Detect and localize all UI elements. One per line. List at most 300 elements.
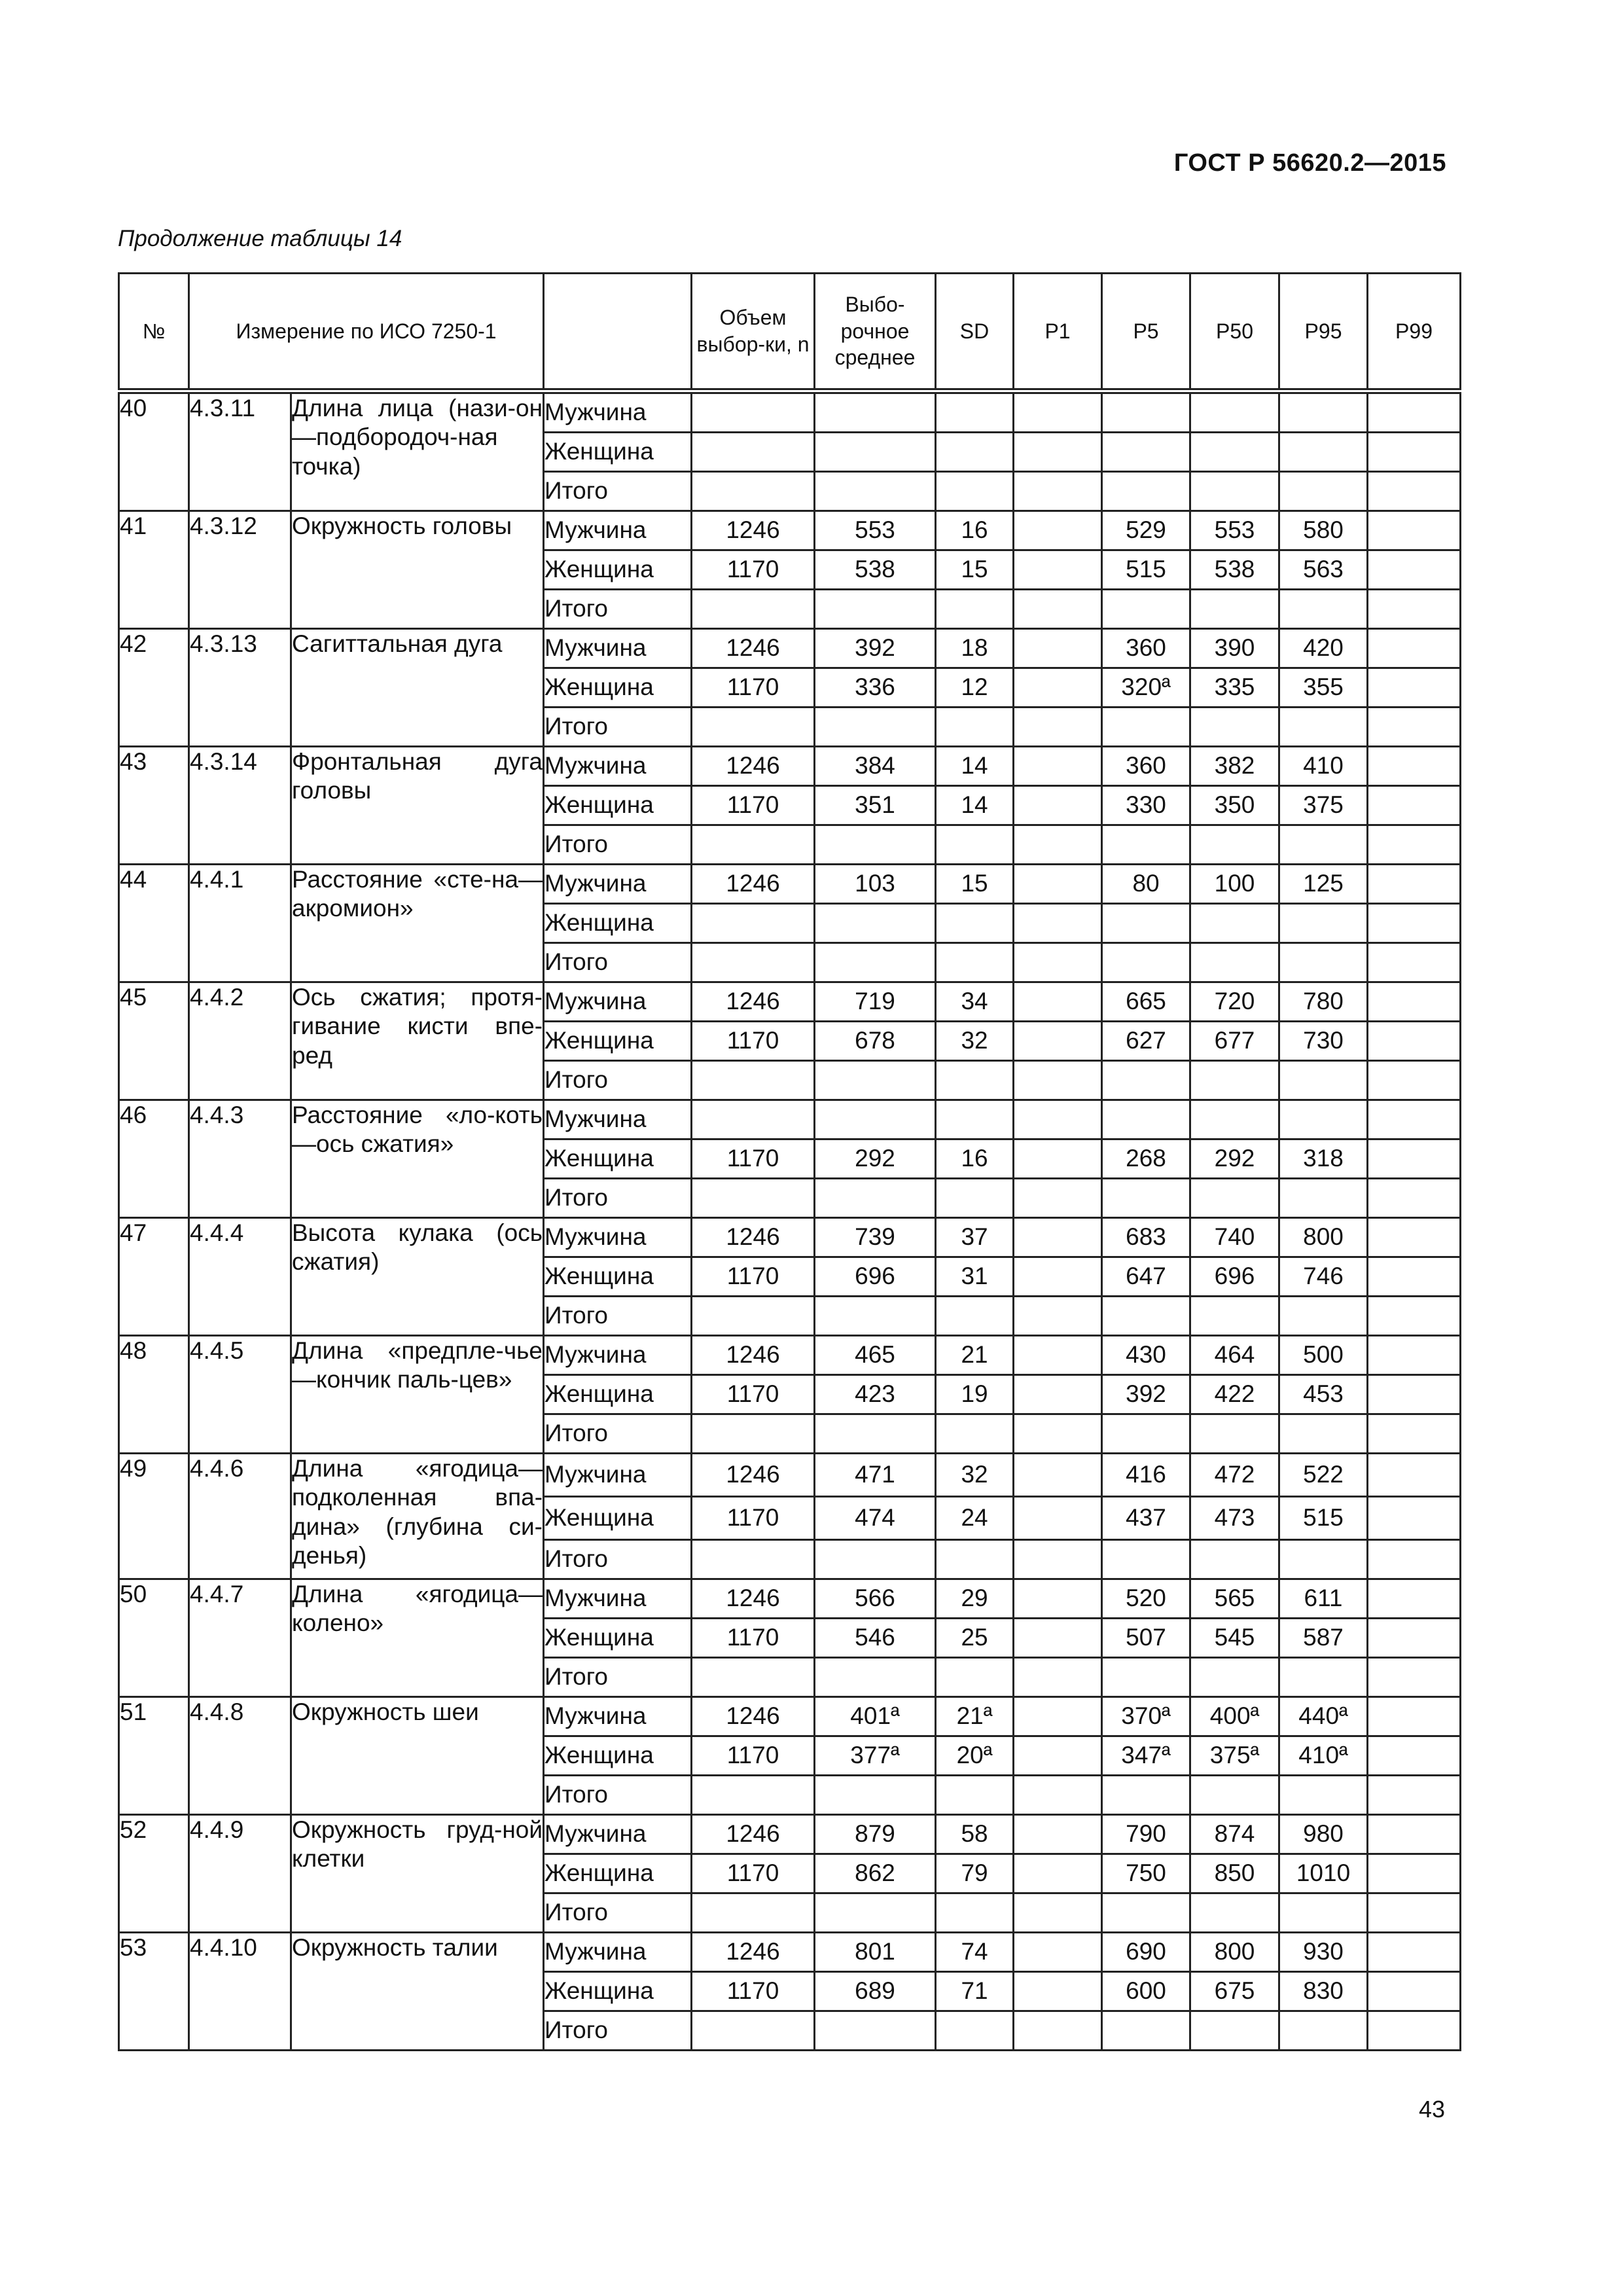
data-table (118, 272, 1461, 2051)
sample-size-cell: 1170 (692, 786, 815, 825)
sex-cell: Женщина (544, 1375, 692, 1414)
sample-mean-cell: 719 (815, 982, 936, 1022)
p50-cell: 382 (1190, 747, 1279, 786)
p50-cell (1190, 1297, 1279, 1336)
sd-cell: 16 (936, 1139, 1014, 1179)
row-number-cell: 40 (119, 391, 189, 511)
p5-cell: 665 (1102, 982, 1190, 1022)
sample-mean-cell (815, 2011, 936, 2051)
p99-cell (1368, 825, 1461, 865)
sample-size-cell: 1246 (692, 982, 815, 1022)
sample-size-cell: 1246 (692, 629, 815, 668)
sample-mean-cell (815, 943, 936, 982)
sample-mean-cell: 862 (815, 1854, 936, 1893)
sd-cell: 34 (936, 982, 1014, 1022)
p95-cell (1279, 1540, 1368, 1579)
sd-cell: 32 (936, 1454, 1014, 1497)
sex-cell: Итого (544, 943, 692, 982)
sample-size-cell (692, 1414, 815, 1454)
sample-size-cell: 1170 (692, 1257, 815, 1297)
p50-cell: 292 (1190, 1139, 1279, 1179)
p99-cell (1368, 1218, 1461, 1257)
sex-cell: Женщина (544, 550, 692, 590)
sex-cell: Мужчина (544, 629, 692, 668)
p99-cell (1368, 904, 1461, 943)
measurement-name-cell: Расстояние «ло-коть—ось сжатия» (291, 1100, 544, 1218)
p95-cell (1279, 2011, 1368, 2051)
sample-mean-cell: 401ª (815, 1697, 936, 1736)
p1-cell (1014, 786, 1102, 825)
p1-cell (1014, 1579, 1102, 1619)
p1-cell (1014, 708, 1102, 747)
sample-size-cell (692, 825, 815, 865)
sd-cell: 58 (936, 1815, 1014, 1854)
sex-cell: Мужчина (544, 1454, 692, 1497)
p95-cell: 580 (1279, 511, 1368, 550)
p5-cell (1102, 1414, 1190, 1454)
p95-cell (1279, 590, 1368, 629)
p1-cell (1014, 865, 1102, 904)
p50-cell (1190, 1540, 1279, 1579)
measurement-name-cell: Окружность шеи (291, 1697, 544, 1815)
p5-cell: 683 (1102, 1218, 1190, 1257)
sample-mean-cell: 465 (815, 1336, 936, 1375)
p1-cell (1014, 1218, 1102, 1257)
measurement-name-cell: Расстояние «сте-на—акромион» (291, 865, 544, 982)
sample-size-cell (692, 1179, 815, 1218)
p95-cell (1279, 1179, 1368, 1218)
p95-cell: 780 (1279, 982, 1368, 1022)
sample-size-cell (692, 904, 815, 943)
p5-cell: 330 (1102, 786, 1190, 825)
p95-cell: 930 (1279, 1933, 1368, 1972)
measurement-name-cell: Ось сжатия; протя-гивание кисти впе-ред (291, 982, 544, 1100)
p95-cell (1279, 825, 1368, 865)
p5-cell: 750 (1102, 1854, 1190, 1893)
sex-cell: Мужчина (544, 747, 692, 786)
p1-cell (1014, 1658, 1102, 1697)
p99-cell (1368, 786, 1461, 825)
p95-cell: 730 (1279, 1022, 1368, 1061)
p95-cell: 587 (1279, 1619, 1368, 1658)
header-number: № (119, 274, 189, 391)
p99-cell (1368, 1139, 1461, 1179)
sex-cell: Мужчина (544, 1697, 692, 1736)
p50-cell: 696 (1190, 1257, 1279, 1297)
p5-cell: 520 (1102, 1579, 1190, 1619)
sd-cell: 15 (936, 865, 1014, 904)
table-row (119, 1579, 1461, 1619)
p95-cell: 830 (1279, 1972, 1368, 2011)
p5-cell (1102, 1179, 1190, 1218)
table-row (119, 865, 1461, 904)
sd-cell: 19 (936, 1375, 1014, 1414)
sample-mean-cell (815, 1893, 936, 1933)
p99-cell (1368, 1619, 1461, 1658)
p99-cell (1368, 1736, 1461, 1776)
measurement-name-cell: Высота кулака (ось сжатия) (291, 1218, 544, 1336)
p5-cell: 600 (1102, 1972, 1190, 2011)
p5-cell: 627 (1102, 1022, 1190, 1061)
measurement-name-cell: Длина лица (нази-он—подбородоч-ная точка) (291, 391, 544, 511)
p99-cell (1368, 668, 1461, 708)
sample-mean-cell (815, 1297, 936, 1336)
sd-cell (936, 1100, 1014, 1139)
p99-cell (1368, 1497, 1461, 1540)
sd-cell: 14 (936, 747, 1014, 786)
iso-code-cell: 4.4.5 (189, 1336, 291, 1454)
p50-cell: 800 (1190, 1933, 1279, 1972)
sd-cell (936, 472, 1014, 511)
sex-cell: Мужчина (544, 982, 692, 1022)
header-p95: P95 (1279, 274, 1368, 391)
p50-cell: 473 (1190, 1497, 1279, 1540)
sex-cell: Мужчина (544, 1336, 692, 1375)
sample-size-cell (692, 1100, 815, 1139)
p5-cell (1102, 1061, 1190, 1100)
row-number-cell: 44 (119, 865, 189, 982)
sd-cell (936, 1776, 1014, 1815)
table-row (119, 1336, 1461, 1375)
p99-cell (1368, 1972, 1461, 2011)
p50-cell (1190, 1414, 1279, 1454)
p95-cell: 410ª (1279, 1736, 1368, 1776)
p5-cell: 790 (1102, 1815, 1190, 1854)
sample-mean-cell: 423 (815, 1375, 936, 1414)
sex-cell: Женщина (544, 1257, 692, 1297)
iso-code-cell: 4.4.9 (189, 1815, 291, 1933)
row-number-cell: 42 (119, 629, 189, 747)
p99-cell (1368, 511, 1461, 550)
sample-size-cell: 1170 (692, 550, 815, 590)
sd-cell: 18 (936, 629, 1014, 668)
p1-cell (1014, 1336, 1102, 1375)
sex-cell: Женщина (544, 1139, 692, 1179)
sample-mean-cell: 678 (815, 1022, 936, 1061)
header-p5: P5 (1102, 274, 1190, 391)
row-number-cell: 45 (119, 982, 189, 1100)
sample-size-cell (692, 1776, 815, 1815)
sample-size-cell: 1170 (692, 1972, 815, 2011)
p95-cell: 800 (1279, 1218, 1368, 1257)
sample-size-cell (692, 1658, 815, 1697)
p1-cell (1014, 943, 1102, 982)
p50-cell (1190, 1061, 1279, 1100)
p50-cell: 545 (1190, 1619, 1279, 1658)
sex-cell: Женщина (544, 1619, 692, 1658)
p95-cell (1279, 1297, 1368, 1336)
sample-mean-cell: 879 (815, 1815, 936, 1854)
p1-cell (1014, 1061, 1102, 1100)
sd-cell (936, 904, 1014, 943)
sd-cell: 16 (936, 511, 1014, 550)
sample-size-cell (692, 943, 815, 982)
sample-mean-cell (815, 825, 936, 865)
sample-mean-cell (815, 708, 936, 747)
sex-cell: Итого (544, 590, 692, 629)
p95-cell: 515 (1279, 1497, 1368, 1540)
sex-cell: Мужчина (544, 391, 692, 433)
p50-cell (1190, 1893, 1279, 1933)
sd-cell: 12 (936, 668, 1014, 708)
header-sample-size: Объем выбор-ки, n (692, 274, 815, 391)
p1-cell (1014, 472, 1102, 511)
table-caption: Продолжение таблицы 14 (118, 226, 402, 251)
sex-cell: Женщина (544, 904, 692, 943)
p99-cell (1368, 1697, 1461, 1736)
row-number-cell: 48 (119, 1336, 189, 1454)
sample-size-cell (692, 590, 815, 629)
sample-size-cell: 1170 (692, 1497, 815, 1540)
table-row (119, 511, 1461, 550)
p1-cell (1014, 1100, 1102, 1139)
iso-code-cell: 4.3.11 (189, 391, 291, 511)
p5-cell (1102, 391, 1190, 433)
p1-cell (1014, 433, 1102, 472)
iso-code-cell: 4.4.7 (189, 1579, 291, 1697)
p5-cell (1102, 472, 1190, 511)
p50-cell (1190, 1776, 1279, 1815)
measurement-name-cell: Длина «ягодица—подколенная впа-дина» (глубина си-денья) (291, 1454, 544, 1579)
sample-mean-cell (815, 1658, 936, 1697)
sample-mean-cell: 351 (815, 786, 936, 825)
sample-mean-cell: 392 (815, 629, 936, 668)
p99-cell (1368, 708, 1461, 747)
row-number-cell: 47 (119, 1218, 189, 1336)
sample-mean-cell: 377ª (815, 1736, 936, 1776)
sample-size-cell (692, 433, 815, 472)
header-sex (544, 274, 692, 391)
sd-cell (936, 1414, 1014, 1454)
p5-cell: 360 (1102, 629, 1190, 668)
sd-cell: 74 (936, 1933, 1014, 1972)
measurement-name-cell: Сагиттальная дуга (291, 629, 544, 747)
p50-cell: 677 (1190, 1022, 1279, 1061)
p99-cell (1368, 1776, 1461, 1815)
sex-cell: Женщина (544, 1736, 692, 1776)
p5-cell (1102, 1658, 1190, 1697)
p5-cell (1102, 1776, 1190, 1815)
sd-cell (936, 1540, 1014, 1579)
p5-cell (1102, 904, 1190, 943)
sd-cell (936, 1179, 1014, 1218)
row-number-cell: 52 (119, 1815, 189, 1933)
p1-cell (1014, 1257, 1102, 1297)
p5-cell: 320ª (1102, 668, 1190, 708)
p95-cell: 500 (1279, 1336, 1368, 1375)
sd-cell: 14 (936, 786, 1014, 825)
sex-cell: Итого (544, 1061, 692, 1100)
sd-cell: 31 (936, 1257, 1014, 1297)
p5-cell (1102, 433, 1190, 472)
p95-cell: 453 (1279, 1375, 1368, 1414)
sample-size-cell: 1170 (692, 668, 815, 708)
sample-mean-cell: 471 (815, 1454, 936, 1497)
sex-cell: Мужчина (544, 865, 692, 904)
sd-cell (936, 1658, 1014, 1697)
table-row (119, 1454, 1461, 1497)
p99-cell (1368, 1100, 1461, 1139)
sample-size-cell: 1246 (692, 865, 815, 904)
sample-size-cell: 1246 (692, 1697, 815, 1736)
p1-cell (1014, 1297, 1102, 1336)
sex-cell: Итого (544, 1297, 692, 1336)
table-row (119, 1100, 1461, 1139)
sex-cell: Мужчина (544, 1933, 692, 1972)
sd-cell (936, 391, 1014, 433)
table-row (119, 629, 1461, 668)
p99-cell (1368, 865, 1461, 904)
sample-mean-cell: 801 (815, 1933, 936, 1972)
sample-size-cell (692, 708, 815, 747)
p50-cell (1190, 1179, 1279, 1218)
p1-cell (1014, 1697, 1102, 1736)
p50-cell: 335 (1190, 668, 1279, 708)
sample-size-cell: 1246 (692, 1218, 815, 1257)
p95-cell (1279, 391, 1368, 433)
p1-cell (1014, 511, 1102, 550)
p5-cell: 529 (1102, 511, 1190, 550)
measurement-name-cell: Окружность головы (291, 511, 544, 629)
sample-mean-cell (815, 1540, 936, 1579)
sample-size-cell: 1246 (692, 1579, 815, 1619)
sd-cell (936, 825, 1014, 865)
document-code: ГОСТ Р 56620.2—2015 (1173, 149, 1446, 177)
p99-cell (1368, 943, 1461, 982)
sex-cell: Женщина (544, 668, 692, 708)
p50-cell (1190, 1658, 1279, 1697)
p95-cell (1279, 433, 1368, 472)
p99-cell (1368, 1540, 1461, 1579)
header-sd: SD (936, 274, 1014, 391)
iso-code-cell: 4.4.6 (189, 1454, 291, 1579)
p99-cell (1368, 433, 1461, 472)
sample-mean-cell: 384 (815, 747, 936, 786)
sex-cell: Мужчина (544, 1579, 692, 1619)
p99-cell (1368, 1454, 1461, 1497)
p1-cell (1014, 1139, 1102, 1179)
sd-cell: 71 (936, 1972, 1014, 2011)
sex-cell: Женщина (544, 1022, 692, 1061)
p95-cell (1279, 1776, 1368, 1815)
p5-cell (1102, 943, 1190, 982)
sample-mean-cell: 292 (815, 1139, 936, 1179)
sample-mean-cell (815, 433, 936, 472)
p1-cell (1014, 1776, 1102, 1815)
row-number-cell: 50 (119, 1579, 189, 1697)
sex-cell: Мужчина (544, 511, 692, 550)
sample-mean-cell: 546 (815, 1619, 936, 1658)
sd-cell (936, 2011, 1014, 2051)
table-row (119, 1815, 1461, 1854)
p5-cell (1102, 2011, 1190, 2051)
sample-size-cell: 1170 (692, 1854, 815, 1893)
p1-cell (1014, 982, 1102, 1022)
sample-size-cell: 1170 (692, 1736, 815, 1776)
sex-cell: Итого (544, 708, 692, 747)
p99-cell (1368, 2011, 1461, 2051)
p50-cell (1190, 2011, 1279, 2051)
p99-cell (1368, 1375, 1461, 1414)
sd-cell (936, 1893, 1014, 1933)
p1-cell (1014, 1414, 1102, 1454)
sample-mean-cell (815, 1414, 936, 1454)
sex-cell: Женщина (544, 1972, 692, 2011)
iso-code-cell: 4.3.13 (189, 629, 291, 747)
p1-cell (1014, 1497, 1102, 1540)
sample-mean-cell: 689 (815, 1972, 936, 2011)
table-row (119, 391, 1461, 433)
sex-cell: Итого (544, 472, 692, 511)
p99-cell (1368, 1815, 1461, 1854)
p50-cell: 720 (1190, 982, 1279, 1022)
sex-cell: Итого (544, 1658, 692, 1697)
sex-cell: Итого (544, 1893, 692, 1933)
p99-cell (1368, 590, 1461, 629)
p5-cell: 515 (1102, 550, 1190, 590)
sample-mean-cell: 103 (815, 865, 936, 904)
sd-cell: 32 (936, 1022, 1014, 1061)
p95-cell: 611 (1279, 1579, 1368, 1619)
row-number-cell: 41 (119, 511, 189, 629)
sd-cell: 24 (936, 1497, 1014, 1540)
sd-cell (936, 590, 1014, 629)
p1-cell (1014, 668, 1102, 708)
p1-cell (1014, 1454, 1102, 1497)
p5-cell: 268 (1102, 1139, 1190, 1179)
p5-cell (1102, 1893, 1190, 1933)
sample-size-cell: 1170 (692, 1619, 815, 1658)
p5-cell: 416 (1102, 1454, 1190, 1497)
p50-cell: 472 (1190, 1454, 1279, 1497)
p99-cell (1368, 1933, 1461, 1972)
p50-cell (1190, 943, 1279, 982)
p99-cell (1368, 1179, 1461, 1218)
p95-cell: 746 (1279, 1257, 1368, 1297)
sex-cell: Женщина (544, 1854, 692, 1893)
p99-cell (1368, 1022, 1461, 1061)
iso-code-cell: 4.3.12 (189, 511, 291, 629)
sample-size-cell (692, 1893, 815, 1933)
sample-mean-cell (815, 590, 936, 629)
p95-cell: 410 (1279, 747, 1368, 786)
sample-size-cell (692, 1297, 815, 1336)
iso-code-cell: 4.4.8 (189, 1697, 291, 1815)
p5-cell: 437 (1102, 1497, 1190, 1540)
iso-code-cell: 4.4.1 (189, 865, 291, 982)
measurement-name-cell: Фронтальная дуга головы (291, 747, 544, 865)
p1-cell (1014, 391, 1102, 433)
p95-cell (1279, 708, 1368, 747)
p95-cell: 522 (1279, 1454, 1368, 1497)
iso-code-cell: 4.4.10 (189, 1933, 291, 2051)
p1-cell (1014, 1972, 1102, 2011)
p95-cell (1279, 1414, 1368, 1454)
p95-cell: 420 (1279, 629, 1368, 668)
p1-cell (1014, 1893, 1102, 1933)
p5-cell: 690 (1102, 1933, 1190, 1972)
p1-cell (1014, 1619, 1102, 1658)
sd-cell: 20ª (936, 1736, 1014, 1776)
sample-mean-cell (815, 1100, 936, 1139)
sample-size-cell (692, 1061, 815, 1100)
p5-cell (1102, 1297, 1190, 1336)
p5-cell: 507 (1102, 1619, 1190, 1658)
p50-cell (1190, 904, 1279, 943)
p50-cell: 100 (1190, 865, 1279, 904)
measurement-name-cell: Окружность груд-ной клетки (291, 1815, 544, 1933)
sex-cell: Итого (544, 1540, 692, 1579)
